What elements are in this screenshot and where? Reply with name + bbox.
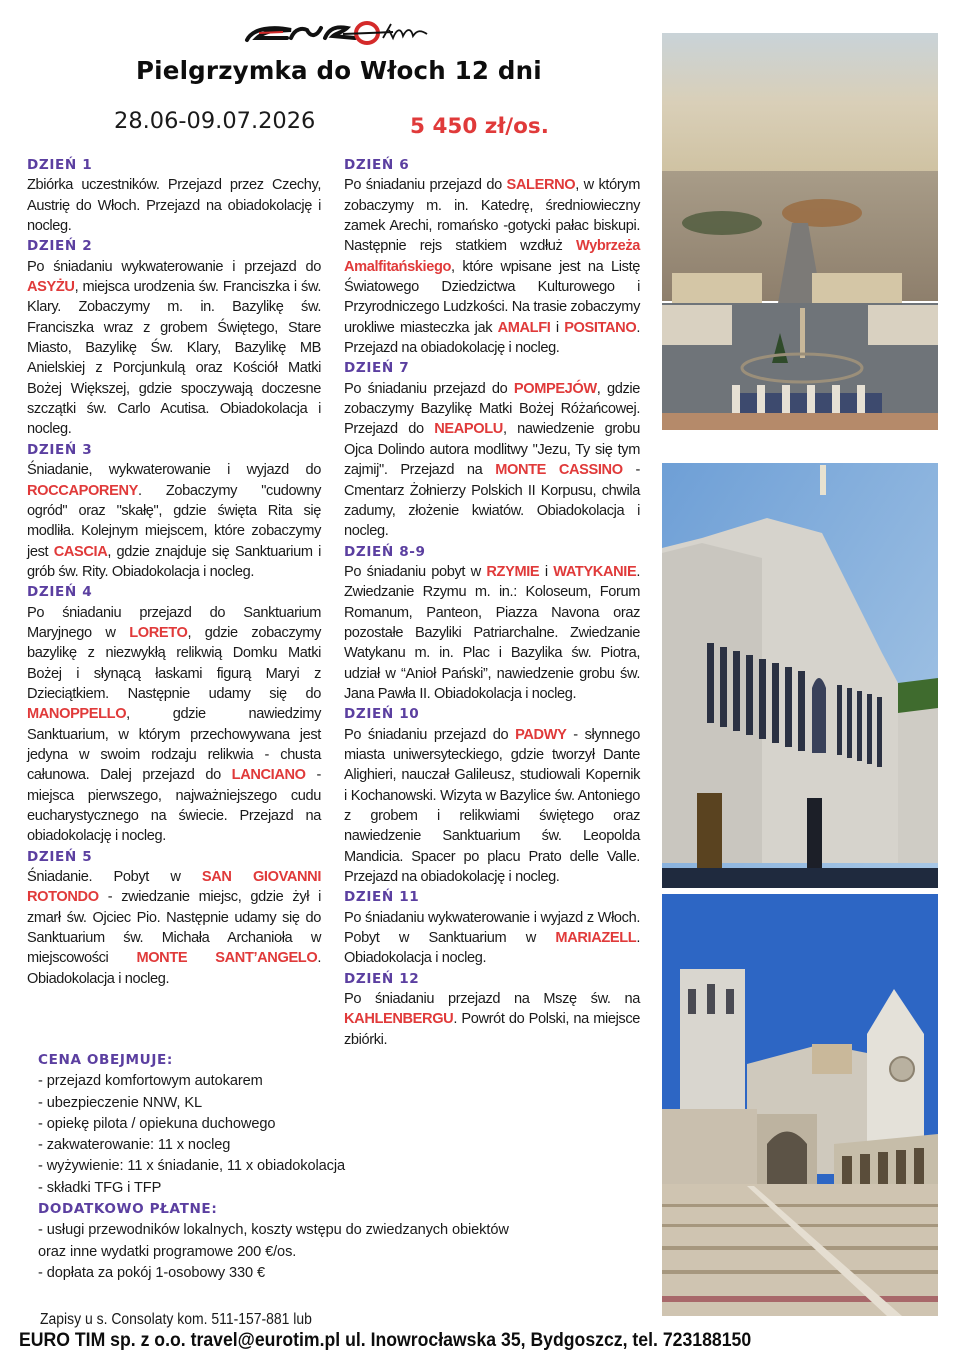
destination-highlight: MANOPPELLO bbox=[27, 706, 127, 723]
day-text: Śniadanie, wykwaterowanie i wyjazd do bbox=[27, 462, 321, 479]
destination-highlight: POMPEJÓW bbox=[513, 380, 597, 397]
eurotim-logo bbox=[243, 18, 433, 46]
day-description bbox=[27, 257, 321, 440]
price-includes-list bbox=[38, 1071, 598, 1199]
day-description bbox=[27, 460, 321, 582]
day-description bbox=[344, 989, 640, 1050]
destination-highlight: MARIAZELL bbox=[555, 930, 637, 947]
day-text: - słynnego miasta uniwersyteckiego, gdzie tworzył Dante Alighieri, nauczał Galileusz, studiowali Kopernik i Kochanowski. Wizyta w Bazylice św. Antoniego z grobem i relikwiami świętego oraz nawiedzenie Sanktuarium św. Leopolda Mandicia. Spacer po placu Prato delle Valle. Przejazd na obiadokolację i nocleg. bbox=[344, 726, 640, 886]
itinerary-column-right bbox=[344, 155, 640, 1050]
price-includes-heading: CENA OBEJMUJE: bbox=[38, 1052, 173, 1068]
day-text: Po śniadaniu przejazd do bbox=[344, 726, 516, 743]
company-contact: EURO TIM sp. z o.o. travel@eurotim.pl ul. Inowrocławska 35, Bydgoszcz, tel. 723188150 bbox=[19, 1329, 752, 1351]
day-heading: DZIEŃ 8-9 bbox=[344, 543, 426, 560]
photo-assisi-basilica bbox=[662, 894, 938, 1316]
list-item: - przejazd komfortowym autokarem bbox=[38, 1073, 263, 1090]
day-heading: DZIEŃ 3 bbox=[27, 441, 93, 458]
day-text: , gdzie zobaczymy Bazylikę Matki Bożej Różańcowej. Przejazd do bbox=[344, 380, 640, 438]
destination-highlight: LORETO bbox=[129, 624, 188, 641]
day-description bbox=[344, 562, 640, 704]
day-text: , gdzie znajduje się Sanktuarium i grób św. Rity. Obiadokolacja i nocleg. bbox=[27, 543, 321, 580]
list-item: - składki TFG i TFP bbox=[38, 1179, 162, 1196]
day-text: . Zobaczymy "cudowny ogród" oraz "skałę", gdzie święta Rita się modliła. Kolejnym miejscem, które zobaczymy jest bbox=[27, 482, 321, 560]
day-text: . Przejazd na obiadokolację i nocleg. bbox=[344, 319, 640, 357]
destination-highlight: RZYMIE bbox=[486, 563, 540, 580]
day-description bbox=[27, 175, 321, 236]
day-text: Zbiórka uczestników. Przejazd przez Czechy, Austrię do Włoch. Przejazd na obiadokolację i nocleg. bbox=[27, 177, 321, 235]
day-description bbox=[27, 867, 321, 989]
itinerary-column-left bbox=[27, 155, 321, 989]
destination-highlight: MONTE SANT’ANGELO bbox=[136, 950, 318, 967]
day-text: Po śniadaniu pobyt w bbox=[344, 563, 487, 580]
destination-highlight: PADWY bbox=[515, 726, 567, 743]
day-description bbox=[27, 603, 321, 847]
day-heading: DZIEŃ 1 bbox=[27, 157, 93, 173]
day-text: i bbox=[550, 319, 565, 336]
day-text: , w którym zobaczymy m. in. Katedrę, średniowieczny zamek Arechi, romańsko -gotycki pałac biskupi. Następnie rejs statkiem wzdłuż bbox=[344, 177, 640, 255]
page-title: Pielgrzymka do Włoch 12 dni bbox=[136, 56, 542, 85]
day-text: Po śniadaniu przejazd do bbox=[344, 177, 507, 194]
destination-highlight: SALERNO bbox=[506, 177, 576, 194]
destination-highlight: WATYKANIE bbox=[553, 563, 637, 580]
day-text: , nawiedzenie grobu Ojca Dolindo autora modlitwy "Jezu, Ty się tym zajmij". Przejazd na bbox=[344, 421, 641, 479]
destination-highlight: ROCCAPORENY bbox=[27, 482, 138, 499]
signup-contact: Zapisy u s. Consolaty kom. 511-157-881 lub bbox=[40, 1311, 312, 1328]
day-description bbox=[344, 908, 640, 969]
day-heading: DZIEŃ 10 bbox=[344, 706, 420, 723]
list-item: - wyżywienie: 11 x śniadanie, 11 x obiadokolacja bbox=[38, 1158, 345, 1175]
destination-highlight: NEAPOLU bbox=[434, 421, 503, 438]
destination-highlight: CASCIA bbox=[53, 543, 108, 560]
day-heading: DZIEŃ 7 bbox=[344, 360, 410, 377]
day-heading: DZIEŃ 5 bbox=[27, 848, 93, 865]
day-text: Śniadanie. Pobyt w bbox=[27, 869, 202, 886]
list-item: - dopłata za pokój 1-osobowy 330 € bbox=[38, 1264, 266, 1281]
day-heading: DZIEŃ 4 bbox=[27, 584, 93, 601]
destination-highlight: ASYŻU bbox=[27, 279, 75, 296]
day-text: . Obiadokolacja i nocleg. bbox=[344, 930, 640, 967]
photo-padre-pio-church bbox=[662, 463, 938, 888]
day-text: Po śniadaniu przejazd do Sanktuarium Maryjnego w bbox=[27, 604, 321, 641]
list-item: oraz inne wydatki programowe 200 €/os. bbox=[38, 1243, 297, 1260]
photo-st-peters-square bbox=[662, 33, 938, 430]
day-text: Po śniadaniu przejazd do bbox=[344, 380, 514, 397]
trip-dates: 28.06-09.07.2026 bbox=[114, 108, 316, 134]
day-text: . Obiadokolacja i nocleg. bbox=[27, 950, 321, 987]
day-description bbox=[344, 379, 640, 542]
trip-price: 5 450 zł/os. bbox=[410, 114, 549, 139]
day-text: . Zwiedzanie Rzymu m. in.: Koloseum, Forum Romanum, Panteon, Piazza Navona oraz pozostałe Bazyliki Patriarchalne. Zwiedzanie Watykanu m. in. Plac i Bazylika św. Piotra, udział w “Anioł Pański”, nawiedzenie grobu św. Jana Pawła II. Obiadokolacja i nocleg. bbox=[344, 563, 640, 702]
price-info bbox=[38, 1050, 598, 1284]
list-item: - zakwaterowanie: 11 x nocleg bbox=[38, 1137, 231, 1154]
list-item: - usługi przewodników lokalnych, koszty wstępu do zwiedzanych obiektów bbox=[38, 1222, 509, 1239]
day-text: Po śniadaniu wykwaterowanie i wyjazd z Włoch. Pobyt w Sanktuarium w bbox=[344, 909, 640, 947]
day-description bbox=[344, 175, 640, 358]
list-item: - ubezpieczenie NNW, KL bbox=[38, 1094, 202, 1111]
day-text: , gdzie zobaczymy bazylikę z niezwykłą relikwią Domku Matki Bożej i słynącą łaskami figurą Maryi z Dzieciątkiem. Następnie udamy się do bbox=[27, 624, 321, 702]
extra-paid-list bbox=[38, 1220, 598, 1284]
day-text: , miejsca urodzenia św. Franciszka i św. Klary. Zobaczymy m. in. Bazylikę św. Franciszka wraz z grobem Świętego, Stare Miasto, Bazylikę Św. Klary, Bazylikę MB Anielskiej z Porcjunkulą oraz Kościół Matki Bożej Większej, gdzie spoczywają doczesne szczątki św. Carlo Acutisa. Obiadokolacja i nocleg. bbox=[27, 279, 321, 438]
destination-highlight: AMALFI bbox=[497, 319, 551, 336]
day-text: . Powrót do Polski, na miejsce zbiórki. bbox=[344, 1011, 640, 1048]
day-text: i bbox=[539, 563, 554, 580]
destination-highlight: SAN GIOVANNI ROTONDO bbox=[27, 869, 322, 906]
day-heading: DZIEŃ 6 bbox=[344, 157, 410, 173]
day-text: - Cmentarz Żołnierzy Polskich II Korpusu, chwila zadumy, złożenie kwiatów. Obiadokolacja i nocleg. bbox=[344, 462, 641, 540]
day-heading: DZIEŃ 11 bbox=[344, 889, 420, 906]
destination-highlight: KAHLENBERGU bbox=[344, 1011, 454, 1028]
day-text: , które wpisane jest na Listę Światowego Dziedzictwa Kulturowego i Przyrodniczego Ludzkości. Na trasie zobaczymy urokliwe miasteczka jak bbox=[344, 258, 640, 336]
day-description bbox=[344, 725, 640, 888]
day-text: - zwiedzanie miejsc, gdzie żył i zmarł św. Ojciec Pio. Następnie udamy się do Sanktuarium św. Michała Archanioła w miejscowości bbox=[27, 889, 321, 967]
list-item: - opiekę pilota / opiekuna duchowego bbox=[38, 1115, 276, 1132]
destination-highlight: LANCIANO bbox=[231, 767, 306, 784]
destination-highlight: POSITANO bbox=[564, 319, 637, 336]
day-heading: DZIEŃ 2 bbox=[27, 238, 93, 255]
destination-highlight: Wybrzeża Amalfitańskiego bbox=[344, 238, 640, 275]
extra-paid-heading: DODATKOWO PŁATNE: bbox=[38, 1201, 218, 1218]
destination-highlight: MONTE CASSINO bbox=[495, 462, 623, 479]
day-text: - miejsca pierwszego, najważniejszego cudu eucharystycznego na świecie. Przejazd na obiadokolację i nocleg. bbox=[27, 767, 321, 845]
day-text: Po śniadaniu przejazd na Mszę św. na bbox=[344, 991, 640, 1008]
day-text: Po śniadaniu wykwaterowanie i przejazd do bbox=[27, 258, 321, 275]
day-text: , gdzie nawiedzimy Sanktuarium, w którym przechowywana jest jedyna w swoim rodzaju relikwia - chusta całunowa. Dalej przejazd do bbox=[27, 706, 321, 784]
day-heading: DZIEŃ 12 bbox=[344, 970, 420, 987]
